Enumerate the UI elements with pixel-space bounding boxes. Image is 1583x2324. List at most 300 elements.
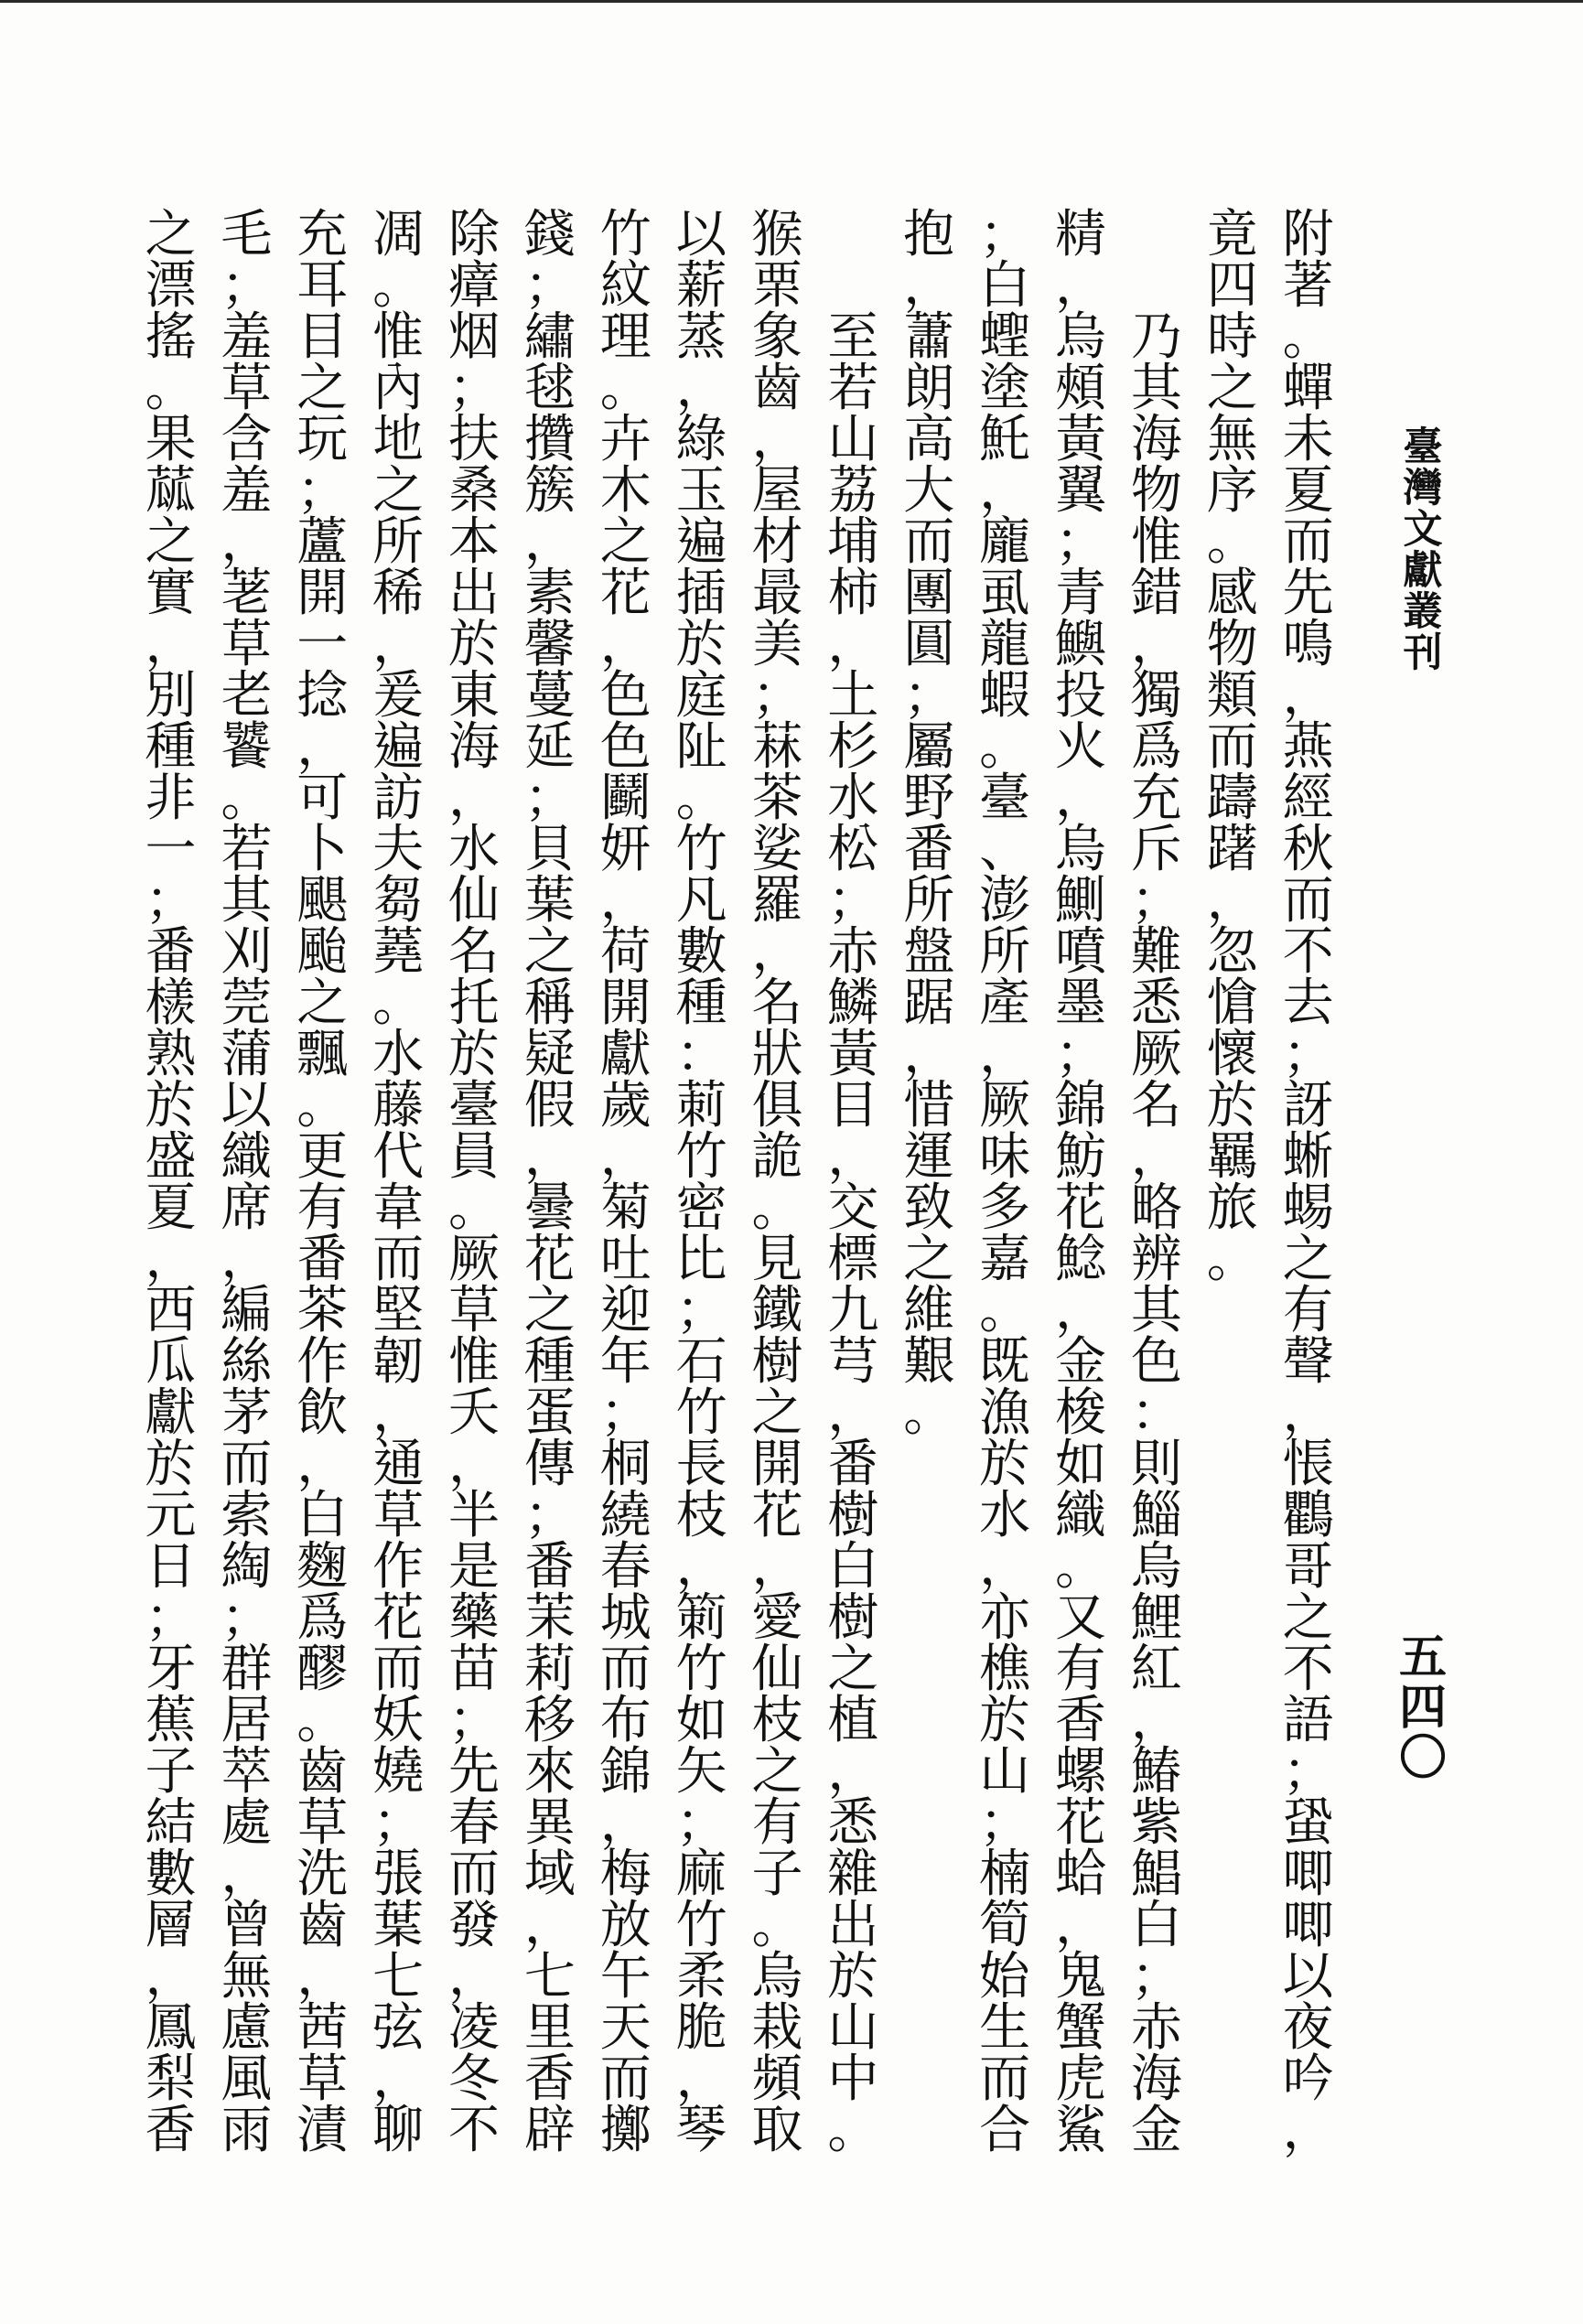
character-glyph: 有 [296, 1178, 349, 1238]
character-glyph: 生 [979, 1998, 1031, 2058]
character-glyph: 雜 [827, 1845, 879, 1904]
character-glyph: 凌 [447, 1998, 500, 2058]
character-glyph: 水 [827, 769, 879, 828]
character-glyph: 托 [447, 974, 500, 1033]
character-glyph: 亦 [979, 1588, 1031, 1648]
character-glyph: 、 [979, 820, 1031, 879]
character-glyph: 鸜 [1282, 1486, 1334, 1545]
character-glyph: 荖 [221, 564, 273, 623]
character-glyph: 枝 [751, 1691, 803, 1750]
character-glyph: 惜 [903, 1076, 955, 1135]
character-glyph: 。 [221, 769, 273, 828]
character-glyph: 獻 [145, 1383, 197, 1443]
character-glyph: 埔 [827, 512, 879, 572]
character-glyph: 不 [447, 2101, 500, 2160]
character-glyph: 之 [1282, 1588, 1334, 1648]
text-column-12 [436, 205, 512, 2168]
character-glyph: 插 [675, 564, 727, 623]
character-glyph: 梅 [599, 1845, 652, 1904]
character-glyph: ； [523, 769, 576, 828]
character-glyph: 哥 [1282, 1537, 1334, 1597]
character-glyph: 色 [1130, 1332, 1182, 1392]
character-glyph: 名 [751, 974, 803, 1033]
character-glyph: 韌 [372, 1332, 425, 1392]
character-glyph: 羈 [1206, 1127, 1258, 1187]
character-glyph: ； [675, 1793, 727, 1853]
character-glyph: ， [145, 615, 197, 674]
character-glyph: 蓏 [145, 461, 197, 521]
character-glyph: 抱 [903, 205, 955, 264]
character-glyph: 七 [372, 1947, 425, 2007]
character-glyph: 海 [447, 717, 500, 777]
character-glyph: 去 [1282, 974, 1334, 1033]
character-glyph: 惟 [1130, 512, 1182, 572]
character-glyph: ， [447, 1947, 500, 2007]
character-glyph: 絲 [221, 1332, 273, 1392]
character-glyph: 澎 [979, 871, 1031, 931]
character-glyph: ； [145, 871, 197, 931]
character-glyph: 理 [599, 307, 652, 367]
character-glyph: 水 [447, 820, 500, 879]
character-glyph: 迎 [599, 1281, 652, 1340]
character-glyph: ， [1054, 769, 1106, 828]
character-glyph: 番 [827, 1435, 879, 1494]
character-glyph: 貝 [523, 820, 576, 879]
character-glyph: ， [903, 256, 955, 316]
character-glyph: 扶 [447, 410, 500, 469]
character-glyph: 臺 [447, 1076, 500, 1135]
character-glyph: 魴 [1054, 1127, 1106, 1187]
character-glyph: 之 [523, 922, 576, 982]
character-glyph: ， [827, 1127, 879, 1187]
character-glyph: 妍 [599, 820, 652, 879]
character-glyph: 而 [1206, 717, 1258, 777]
character-glyph: 經 [1282, 769, 1334, 828]
character-glyph: 攢 [523, 410, 576, 469]
text-column-06 [891, 205, 967, 2168]
character-glyph: 鱮 [1054, 615, 1106, 674]
character-glyph: 見 [751, 1230, 803, 1289]
character-glyph: 屋 [751, 461, 803, 521]
character-glyph: 烏 [1054, 820, 1106, 879]
character-glyph: 躇 [1206, 820, 1258, 879]
text-column-02 [1194, 205, 1270, 2168]
character-glyph: 斥 [1130, 820, 1182, 879]
character-glyph: 作 [296, 1332, 349, 1392]
character-glyph: 蜥 [1282, 1127, 1334, 1187]
character-glyph: 更 [296, 1127, 349, 1187]
character-glyph: 瘴 [447, 256, 500, 316]
character-glyph: 歲 [599, 1076, 652, 1135]
character-glyph: ， [599, 1127, 652, 1187]
character-glyph: 乃 [1130, 307, 1182, 367]
character-glyph: 無 [1206, 410, 1258, 469]
character-glyph: 異 [523, 1793, 576, 1853]
character-glyph: 。 [1206, 1230, 1258, 1289]
character-glyph: 韋 [372, 1178, 425, 1238]
character-glyph: 別 [145, 666, 197, 726]
text-column-01 [1270, 205, 1346, 2168]
character-glyph: 燕 [1282, 717, 1334, 777]
character-glyph: 草 [221, 615, 273, 674]
character-glyph: ； [221, 1588, 273, 1648]
character-glyph: 四 [1398, 1680, 1447, 1736]
character-glyph: 美 [751, 615, 803, 674]
character-glyph: 羅 [751, 871, 803, 931]
character-glyph: 箣 [675, 1588, 727, 1648]
character-glyph: 放 [599, 1896, 652, 1955]
character-glyph: ， [979, 1025, 1031, 1084]
character-glyph: 芎 [827, 1332, 879, 1392]
character-glyph: 夏 [1282, 461, 1334, 521]
character-glyph: 馨 [523, 615, 576, 674]
character-glyph: 之 [296, 359, 349, 418]
character-glyph: 海 [1130, 410, 1182, 469]
character-glyph: 遍 [675, 512, 727, 572]
character-glyph: 梭 [1054, 1383, 1106, 1443]
character-glyph: ； [675, 1281, 727, 1340]
character-glyph: 員 [447, 1127, 500, 1187]
character-glyph: 錦 [599, 1742, 652, 1802]
character-glyph: 苗 [447, 1640, 500, 1699]
character-glyph: 臺 [1403, 425, 1443, 470]
character-glyph: 難 [1130, 922, 1182, 982]
character-glyph: 蒲 [221, 1025, 273, 1084]
character-glyph: 蕭 [903, 307, 955, 367]
character-glyph: 花 [599, 564, 652, 623]
character-glyph: 遍 [372, 717, 425, 777]
character-glyph: 白 [1130, 1896, 1182, 1955]
character-glyph: 運 [903, 1127, 955, 1187]
character-glyph: 水 [979, 1486, 1031, 1545]
character-glyph: 龍 [979, 615, 1031, 674]
character-glyph: 慮 [221, 1998, 273, 2058]
character-glyph: 。 [296, 1076, 349, 1135]
character-glyph: 大 [903, 461, 955, 521]
character-glyph: 仙 [447, 871, 500, 931]
character-glyph: 茶 [296, 1281, 349, 1340]
character-glyph: 野 [903, 769, 955, 828]
character-glyph: 茶 [751, 769, 803, 828]
character-glyph: 於 [979, 1691, 1031, 1750]
character-glyph: 辟 [523, 2101, 576, 2160]
character-glyph: 辨 [1130, 1230, 1182, 1289]
character-glyph: 綠 [675, 410, 727, 469]
page-number [1395, 1630, 1450, 1786]
character-glyph: 。 [372, 256, 425, 316]
character-glyph: 俱 [751, 1076, 803, 1135]
character-glyph: 樹 [827, 1486, 879, 1545]
character-glyph: 獻 [1403, 548, 1443, 594]
character-glyph: 虎 [1054, 2050, 1106, 2109]
character-glyph: 五 [1398, 1630, 1447, 1685]
character-glyph: 黃 [1054, 410, 1106, 469]
character-glyph: 西 [145, 1281, 197, 1340]
character-glyph: 麴 [296, 1537, 349, 1597]
character-glyph: 序 [1206, 461, 1258, 521]
character-glyph: 地 [372, 410, 425, 469]
character-glyph: 所 [903, 871, 955, 931]
series-title [1400, 427, 1446, 674]
character-glyph: 有 [1282, 1281, 1334, 1340]
character-glyph: 始 [979, 1947, 1031, 2007]
character-glyph: 夏 [145, 1178, 197, 1238]
character-glyph: 而 [599, 2050, 652, 2109]
character-glyph: 梨 [145, 2050, 197, 2109]
character-glyph: 果 [145, 410, 197, 469]
character-glyph: 草 [447, 1281, 500, 1340]
character-glyph: 如 [1054, 1435, 1106, 1494]
character-glyph: 域 [523, 1845, 576, 1904]
character-glyph: 比 [675, 1230, 727, 1289]
character-glyph: ， [447, 769, 500, 828]
character-glyph: ； [447, 359, 500, 418]
character-glyph: ， [221, 1845, 273, 1904]
character-glyph: 。 [751, 1178, 803, 1238]
character-glyph: 香 [1054, 1691, 1106, 1750]
character-glyph: 於 [447, 615, 500, 674]
character-glyph: ， [599, 871, 652, 931]
character-glyph: 木 [599, 461, 652, 521]
character-glyph: 延 [523, 717, 576, 777]
character-glyph: 於 [447, 1025, 500, 1084]
character-glyph: 素 [523, 564, 576, 623]
character-glyph: ， [296, 1435, 349, 1494]
character-glyph: 檨 [145, 974, 197, 1033]
character-glyph: 爲 [1130, 717, 1182, 777]
character-glyph: 非 [145, 769, 197, 828]
character-glyph: 枝 [675, 1486, 727, 1545]
character-glyph: 半 [447, 1486, 500, 1545]
character-glyph: 桐 [599, 1435, 652, 1494]
character-glyph: 雨 [221, 2101, 273, 2160]
character-glyph: ， [979, 1537, 1031, 1597]
character-glyph: 傳 [523, 1435, 576, 1494]
character-glyph: 是 [447, 1537, 500, 1597]
character-glyph: 詭 [751, 1127, 803, 1187]
character-glyph: 惟 [372, 307, 425, 367]
character-glyph: 未 [1282, 410, 1334, 469]
character-glyph: 。 [145, 359, 197, 418]
character-glyph: 種 [675, 974, 727, 1033]
character-glyph: 阯 [675, 717, 727, 777]
character-glyph: 含 [221, 410, 273, 469]
character-glyph: 。 [903, 1383, 955, 1443]
character-glyph: 。 [1282, 307, 1334, 367]
character-glyph: ， [751, 410, 803, 469]
character-glyph: 忽 [1206, 922, 1258, 982]
character-glyph: 竹 [675, 1896, 727, 1955]
character-glyph: 卉 [599, 410, 652, 469]
character-glyph: 象 [751, 307, 803, 367]
character-glyph: 九 [827, 1281, 879, 1340]
character-glyph: 色 [599, 666, 652, 726]
character-glyph: ， [1282, 2101, 1334, 2160]
character-glyph: 唧 [1282, 1896, 1334, 1955]
character-glyph: 維 [903, 1281, 955, 1340]
text-column-15 [209, 205, 285, 2168]
character-glyph: 其 [1130, 359, 1182, 418]
character-glyph: ； [145, 1588, 197, 1648]
character-glyph: ， [296, 1947, 349, 2007]
character-glyph: ， [751, 922, 803, 982]
character-glyph: 海 [1130, 2050, 1182, 2109]
character-glyph: 山 [827, 1998, 879, 2058]
character-glyph: 。 [1206, 512, 1258, 572]
character-glyph: 出 [447, 564, 500, 623]
character-glyph: 芻 [372, 871, 425, 931]
character-glyph: ， [1282, 666, 1334, 726]
character-glyph: 葉 [372, 1896, 425, 1955]
character-glyph: ； [372, 1793, 425, 1853]
character-glyph: 盤 [903, 922, 955, 982]
character-glyph: 娑 [751, 820, 803, 879]
character-glyph: 開 [599, 974, 652, 1033]
character-glyph: 感 [1206, 564, 1258, 623]
character-glyph: 之 [827, 1640, 879, 1699]
character-glyph: 蝦 [979, 666, 1031, 726]
character-glyph: 聲 [1282, 1332, 1334, 1392]
character-glyph: 香 [145, 2101, 197, 2160]
character-glyph: ； [296, 461, 349, 521]
character-glyph: 目 [827, 1076, 879, 1135]
character-glyph: 則 [1130, 1435, 1182, 1494]
character-glyph: ， [1130, 1691, 1182, 1750]
character-glyph: 楠 [979, 1845, 1031, 1904]
character-glyph: 玉 [675, 461, 727, 521]
character-glyph: 吟 [1282, 2050, 1334, 2109]
text-column-09 [663, 205, 739, 2168]
character-glyph: 聊 [372, 2101, 425, 2160]
character-glyph: 訪 [372, 769, 425, 828]
character-glyph: ， [1054, 1281, 1106, 1340]
character-glyph: ， [447, 1435, 500, 1494]
character-glyph: 以 [675, 205, 727, 264]
character-glyph: 筍 [979, 1896, 1031, 1955]
character-glyph: 鰆 [1130, 1742, 1182, 1802]
character-glyph: 烟 [447, 307, 500, 367]
character-glyph: 柿 [827, 564, 879, 623]
character-glyph: 產 [979, 974, 1031, 1033]
character-glyph: 天 [599, 1998, 652, 2058]
character-glyph: 風 [221, 2050, 273, 2109]
character-glyph: ； [903, 666, 955, 726]
character-glyph: 厥 [1130, 1025, 1182, 1084]
character-glyph: 綯 [221, 1537, 273, 1597]
character-glyph: 精 [1054, 205, 1106, 264]
character-glyph: 颶 [296, 871, 349, 931]
character-glyph: 多 [979, 1178, 1031, 1238]
character-glyph: 味 [979, 1127, 1031, 1187]
character-glyph: 既 [979, 1332, 1031, 1392]
character-glyph: 於 [979, 1435, 1031, 1494]
character-glyph: ， [827, 615, 879, 674]
character-glyph: 獻 [599, 1025, 652, 1084]
character-glyph: 之 [903, 1230, 955, 1289]
character-glyph: 草 [296, 1793, 349, 1853]
character-glyph: 仙 [751, 1640, 803, 1699]
character-glyph: 刈 [221, 922, 273, 982]
character-glyph: ； [1130, 1947, 1182, 2007]
character-glyph: 厥 [447, 1230, 500, 1289]
character-glyph: 之 [599, 512, 652, 572]
character-glyph: 虱 [979, 564, 1031, 623]
character-glyph: 琴 [675, 2101, 727, 2160]
character-glyph: 灣 [1403, 466, 1443, 511]
character-glyph: ， [827, 1742, 879, 1802]
character-glyph: 莞 [221, 974, 273, 1033]
character-glyph: 鯉 [1130, 1588, 1182, 1648]
character-glyph: 於 [827, 1947, 879, 2007]
character-glyph: 松 [827, 820, 879, 879]
character-glyph: 黃 [827, 1025, 879, 1084]
character-glyph: 錦 [1054, 1076, 1106, 1135]
character-glyph: 嘉 [979, 1230, 1031, 1289]
character-glyph: 凡 [675, 871, 727, 931]
character-glyph: 老 [221, 666, 273, 726]
character-glyph: 開 [751, 1435, 803, 1494]
character-glyph: ， [523, 1896, 576, 1955]
character-glyph: 先 [447, 1742, 500, 1802]
character-glyph: 居 [221, 1691, 273, 1750]
character-glyph: 薪 [675, 256, 727, 316]
character-glyph: 於 [145, 1076, 197, 1135]
character-glyph: 種 [523, 1332, 576, 1392]
character-glyph: 玩 [296, 410, 349, 469]
character-glyph: 移 [523, 1691, 576, 1750]
character-glyph: 如 [675, 1691, 727, 1750]
character-glyph: 開 [296, 564, 349, 623]
character-glyph: 臺 [979, 769, 1031, 828]
character-glyph: 烏 [1130, 1537, 1182, 1597]
character-glyph: 索 [221, 1486, 273, 1545]
character-glyph: 高 [903, 410, 955, 469]
character-glyph: 栗 [751, 256, 803, 316]
character-glyph: 鯰 [1054, 1230, 1106, 1289]
character-glyph: 而 [372, 1640, 425, 1699]
character-glyph: 紅 [1130, 1640, 1182, 1699]
character-glyph: 桑 [447, 461, 500, 521]
character-glyph: 一 [296, 615, 349, 674]
text-column-14 [285, 205, 361, 2168]
character-glyph: 萃 [221, 1742, 273, 1802]
character-glyph: 錯 [1130, 564, 1182, 623]
character-glyph: 又 [1054, 1588, 1106, 1648]
character-glyph: ； [221, 256, 273, 316]
text-column-03 [1118, 210, 1194, 2168]
character-glyph: 樵 [979, 1640, 1031, 1699]
character-glyph: 密 [675, 1178, 727, 1238]
character-glyph: 白 [296, 1486, 349, 1545]
character-glyph: 稀 [372, 564, 425, 623]
character-glyph: 白 [827, 1537, 879, 1597]
character-glyph: 團 [903, 564, 955, 623]
character-glyph: 無 [221, 1947, 273, 2007]
character-glyph: 齒 [296, 1896, 349, 1955]
character-glyph: 踞 [903, 974, 955, 1033]
character-glyph: 。 [296, 1691, 349, 1750]
character-glyph: 群 [221, 1640, 273, 1699]
character-glyph: 張 [372, 1845, 425, 1904]
character-glyph: 而 [372, 1230, 425, 1289]
character-glyph: 作 [372, 1537, 425, 1597]
character-glyph: 於 [145, 1435, 197, 1494]
character-glyph: 。 [827, 2101, 879, 2160]
character-glyph: 洗 [296, 1845, 349, 1904]
character-glyph: 叢 [1403, 589, 1443, 635]
character-glyph: 之 [523, 1281, 576, 1340]
character-glyph: ； [979, 1793, 1031, 1853]
